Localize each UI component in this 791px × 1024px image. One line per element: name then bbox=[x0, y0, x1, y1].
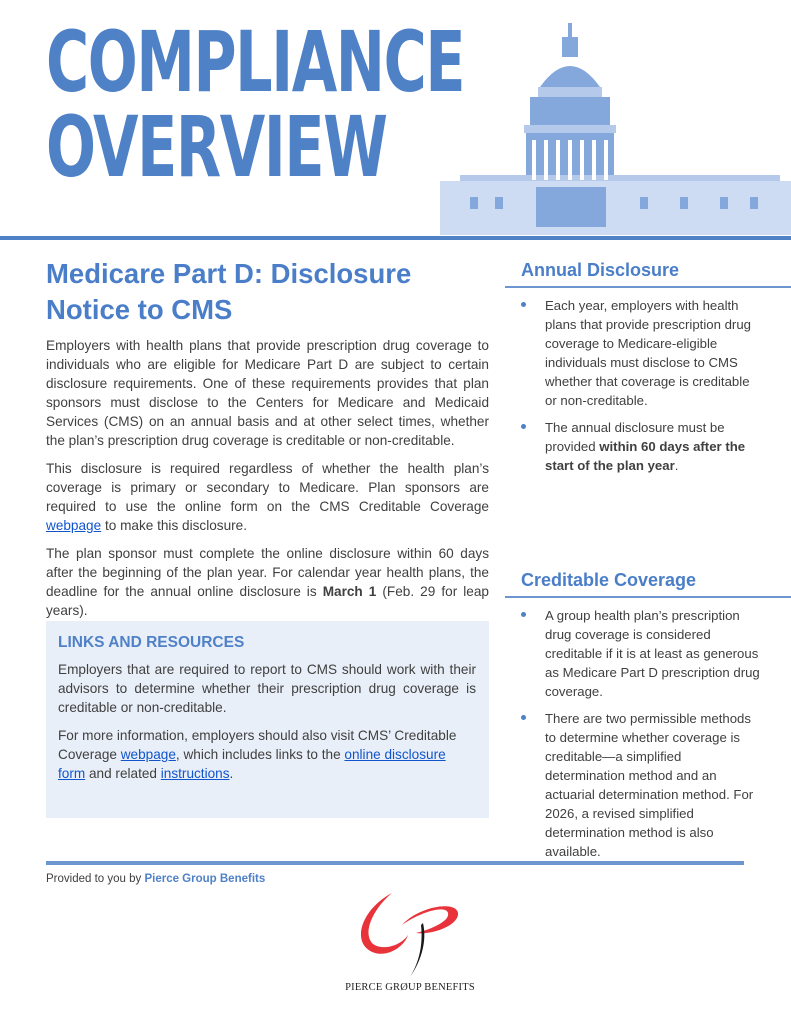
list-item-text: The annual disclosure must be provided bbox=[545, 420, 725, 454]
annual-disclosure-section bbox=[505, 260, 791, 483]
bullet-icon bbox=[521, 715, 526, 720]
logo-wordmark: PIERCE GRØUP BENEFITS bbox=[345, 982, 475, 993]
list-item-text: Each year, employers with health plans that provide prescription drug coverage to Medicare-eligible individuals must disclose to CMS whether that coverage is creditable or non-creditable. bbox=[545, 298, 751, 408]
page-header bbox=[0, 0, 791, 240]
annual-disclosure-list bbox=[505, 296, 791, 475]
list-item-text: There are two permissible methods to determine whether coverage is creditable—a simplified determination method and an actuarial determination method. For 2026, a revised simplified determination method is also available. bbox=[545, 711, 754, 859]
article-paragraph-3 bbox=[46, 544, 489, 620]
creditable-coverage-list bbox=[505, 606, 791, 861]
article-paragraph-1: Employers with health plans that provide prescription drug coverage to individuals who are eligible for Medicare Part D are subject to certain disclosure requirements. One of these requirements provides that plan sponsors must disclose to the Centers for Medicare and Medicaid Services (CMS) on an annual basis and at other select times, whether the plan’s prescription drug coverage is creditable or non-creditable. bbox=[46, 338, 489, 448]
list-item bbox=[505, 418, 791, 475]
webpage-link[interactable]: webpage bbox=[46, 518, 102, 533]
company-logo bbox=[330, 885, 490, 1000]
text-span: This disclosure is required regardless of whether the health plan’s coverage is primary or secondary to Medicare. Plan sponsors are required to use the online form on the CMS Creditable Coverage bbox=[46, 461, 489, 514]
text-span: For more information, employers should also visit CMS’ Creditable Coverage bbox=[58, 728, 457, 762]
footer-divider bbox=[46, 861, 744, 865]
pierce-logo-icon bbox=[330, 885, 490, 980]
list-item bbox=[505, 709, 791, 861]
resources-paragraph-1: Employers that are required to report to CMS should work with their advisors to determine whether their prescription drug coverage is creditable or non-creditable. bbox=[58, 662, 476, 715]
resources-paragraph-2 bbox=[58, 726, 476, 783]
list-item bbox=[505, 296, 791, 410]
creditable-coverage-heading: Creditable Coverage bbox=[505, 570, 791, 598]
list-item bbox=[505, 606, 791, 701]
header-title-line-1: COMPLIANCE bbox=[46, 13, 465, 111]
annual-disclosure-heading: Annual Disclosure bbox=[505, 260, 791, 288]
text-span: , which includes links to the bbox=[175, 747, 345, 762]
list-item-bold-text: within 60 days after the start of the plan year bbox=[545, 439, 746, 473]
company-name: Pierce Group Benefits bbox=[144, 873, 266, 885]
header-title-line-2: OVERVIEW bbox=[46, 98, 387, 196]
bullet-icon bbox=[521, 612, 526, 617]
text-span: to make this disclosure. bbox=[101, 518, 248, 533]
instructions-link[interactable]: instructions bbox=[160, 766, 230, 781]
text-span: The plan sponsor must complete the online disclosure within 60 days after the beginning of the plan year. For calendar year health plans, the deadline for the annual online disclosure is bbox=[46, 546, 489, 599]
article-title: Medicare Part D: Disclosure Notice to CMS bbox=[46, 258, 412, 325]
capitol-building-icon bbox=[440, 15, 791, 235]
links-and-resources-panel bbox=[46, 621, 489, 818]
list-item-text: . bbox=[674, 458, 679, 473]
header-divider bbox=[0, 236, 791, 240]
text-span: and related bbox=[85, 766, 161, 781]
text-span: Provided to you by bbox=[46, 873, 145, 885]
deadline-date: March 1 bbox=[322, 584, 377, 599]
resources-title: LINKS AND RESOURCES bbox=[58, 634, 245, 651]
list-item-text: A group health plan’s prescription drug coverage is considered creditable if it is at least as generous as Medicare Part D prescription drug coverage. bbox=[545, 608, 760, 699]
text-span: (Feb. 29 for leap years). bbox=[46, 584, 489, 618]
article-paragraph-2 bbox=[46, 459, 489, 535]
creditable-coverage-section bbox=[505, 570, 791, 869]
provided-by-text bbox=[46, 873, 265, 885]
bullet-icon bbox=[521, 424, 526, 429]
webpage-link[interactable]: webpage bbox=[120, 747, 176, 762]
bullet-icon bbox=[521, 302, 526, 307]
main-article bbox=[46, 256, 489, 629]
online-disclosure-form-link[interactable]: online disclosure form bbox=[58, 747, 446, 781]
text-span: . bbox=[229, 766, 234, 781]
